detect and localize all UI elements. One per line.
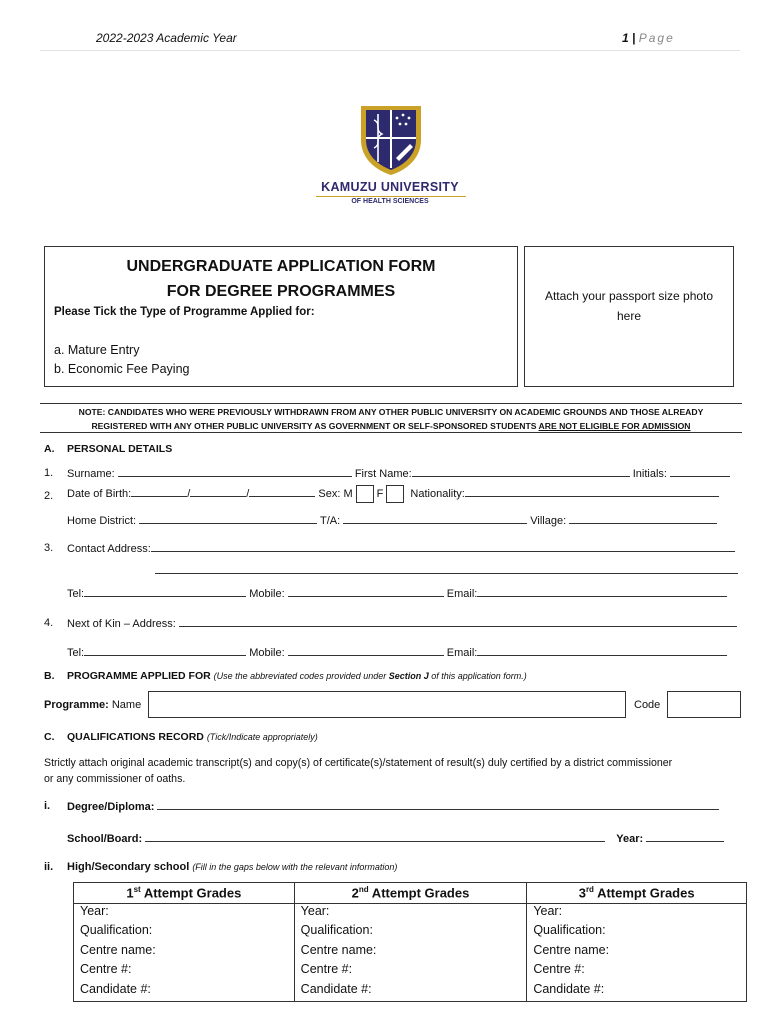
home-district-row <box>67 514 717 527</box>
home-district-field[interactable] <box>139 514 317 524</box>
grades-header-3 <box>527 883 747 904</box>
option-mature-entry[interactable]: a. Mature Entry <box>54 343 140 357</box>
attach-instruction-2: or any commissioner of oaths. <box>44 773 186 785</box>
grade-cell-2-centre-number[interactable]: Centre #: <box>294 962 527 982</box>
row-number-1: 1. <box>44 467 54 479</box>
grade-cell-3-year[interactable]: Year: <box>527 904 747 924</box>
section-b-hint-c: of this application form.) <box>428 671 527 681</box>
grade-cell-2-qualification[interactable]: Qualification: <box>294 923 527 943</box>
contact-address-field-2[interactable] <box>155 564 738 574</box>
kin-tel-label: Tel: <box>67 647 85 659</box>
header-rule <box>40 50 740 51</box>
high-school-hint: (Fill in the gaps below with the relevant information) <box>192 862 398 872</box>
first-name-field[interactable] <box>412 467 630 477</box>
academic-year: 2022-2023 Academic Year <box>96 31 237 45</box>
table-row <box>74 904 747 924</box>
roman-ii: ii. <box>44 861 54 873</box>
next-of-kin-label: Next of Kin – Address: <box>67 618 176 630</box>
nationality-field[interactable] <box>465 487 719 497</box>
sex-male-checkbox[interactable] <box>356 485 374 503</box>
high-school-label: High/Secondary school <box>67 861 190 873</box>
tel-field[interactable] <box>84 587 246 597</box>
mobile-label: Mobile: <box>249 588 285 600</box>
kin-tel-field[interactable] <box>84 646 246 656</box>
grade-cell-1-centre-name[interactable]: Centre name: <box>74 943 295 963</box>
kin-email-label: Email: <box>446 647 478 659</box>
page-separator: | <box>632 31 636 45</box>
year-field[interactable] <box>646 832 724 842</box>
grade-cell-3-candidate-number[interactable]: Candidate #: <box>527 982 747 1002</box>
attach-instruction-1: Strictly attach original academic transcript(s) and copy(s) of certificate(s)/statement of result(s) duly certified by a district commissioner <box>44 757 673 769</box>
contact-address-field[interactable] <box>151 542 735 552</box>
ta-field[interactable] <box>343 514 527 524</box>
row-number-4: 4. <box>44 617 54 629</box>
programme-code-input[interactable] <box>667 691 741 718</box>
dob-slash-2: / <box>246 487 250 500</box>
grades-header-row <box>74 883 747 904</box>
contact-address-row <box>67 542 735 555</box>
photo-instruction-line1: Attach your passport size photo <box>544 289 714 303</box>
next-of-kin-row <box>67 617 737 630</box>
grade-cell-1-centre-number[interactable]: Centre #: <box>74 962 295 982</box>
grades-header-2 <box>294 883 527 904</box>
home-district-label: Home District: <box>67 515 137 527</box>
section-b-hint-j: Section J <box>388 671 429 681</box>
first-name-label: First Name: <box>354 468 412 480</box>
grade-cell-3-qualification[interactable]: Qualification: <box>527 923 747 943</box>
village-label: Village: <box>530 515 567 527</box>
surname-field[interactable] <box>118 467 352 477</box>
note-line2 <box>40 419 742 433</box>
note-bottom-rule <box>40 432 742 433</box>
page-word: Page <box>638 31 675 45</box>
degree-label: Degree/Diploma: <box>67 801 155 813</box>
grades-header-1-sup: st <box>133 885 141 895</box>
programme-name-input[interactable] <box>148 691 626 718</box>
grades-header-1-label: Attempt Grades <box>140 885 242 901</box>
table-row <box>74 962 747 982</box>
grade-cell-3-centre-name[interactable]: Centre name: <box>527 943 747 963</box>
row-surname <box>44 467 53 479</box>
initials-label: Initials: <box>632 468 667 480</box>
school-row <box>67 832 724 845</box>
section-b-heading <box>67 670 527 682</box>
email-field[interactable] <box>477 587 727 597</box>
sex-female-label: F <box>376 487 384 500</box>
grades-header-3-num: 3 <box>578 885 586 901</box>
sex-label: Sex: M <box>318 487 353 500</box>
note-not-eligible: ARE NOT ELIGIBLE FOR ADMISSION <box>538 421 691 431</box>
grades-header-1-num: 1 <box>126 885 134 901</box>
university-subtitle: OF HEALTH SCIENCES <box>351 198 429 205</box>
grade-cell-2-centre-name[interactable]: Centre name: <box>294 943 527 963</box>
grade-cell-1-candidate-number[interactable]: Candidate #: <box>74 982 295 1002</box>
village-field[interactable] <box>569 514 717 524</box>
dob-row <box>67 485 719 503</box>
section-b-title: PROGRAMME APPLIED FOR <box>67 670 211 682</box>
email-label: Email: <box>446 588 478 600</box>
grade-cell-1-year[interactable]: Year: <box>74 904 295 924</box>
grade-cell-2-year[interactable]: Year: <box>294 904 527 924</box>
grades-header-2-num: 2 <box>351 885 359 901</box>
section-c-hint: (Tick/Indicate appropriately) <box>206 732 318 742</box>
initials-field[interactable] <box>670 467 730 477</box>
grades-table <box>73 882 747 1002</box>
grades-header-2-sup: nd <box>358 885 369 895</box>
programme-label-wrap <box>44 699 141 711</box>
surname-row <box>67 467 730 480</box>
row-number-2: 2. <box>44 490 54 502</box>
table-row <box>74 943 747 963</box>
kin-email-field[interactable] <box>477 646 727 656</box>
section-b-hint-a: (Use the abbreviated codes provided under <box>213 671 389 681</box>
degree-field[interactable] <box>157 800 719 810</box>
row-number-3-wrap <box>44 542 53 554</box>
note-line1: NOTE: CANDIDATES WHO WERE PREVIOUSLY WITHDRAWN FROM ANY OTHER PUBLIC UNIVERSITY ON ACADEMIC GROUNDS AND THOSE ALREADY <box>78 407 704 417</box>
grade-cell-2-candidate-number[interactable]: Candidate #: <box>294 982 527 1002</box>
high-school-heading <box>67 861 397 873</box>
option-economic-fee-paying[interactable]: b. Economic Fee Paying <box>54 362 190 376</box>
dob-day-field[interactable] <box>131 487 187 497</box>
page-number-value: 1 <box>622 31 629 45</box>
university-rule <box>316 196 466 197</box>
section-b-hint <box>214 671 527 681</box>
dob-month-field[interactable] <box>190 487 246 497</box>
kin-mobile-field[interactable] <box>288 646 444 656</box>
section-c-heading <box>67 731 318 743</box>
school-label: School/Board: <box>67 833 143 845</box>
grades-header-3-label: Attempt Grades <box>593 885 695 901</box>
programme-label: Programme: <box>44 699 109 711</box>
dob-label: Date of Birth: <box>67 487 132 500</box>
note-top-rule <box>40 403 742 404</box>
grades-header-1 <box>74 883 295 904</box>
school-field[interactable] <box>145 832 605 842</box>
kin-mobile-label: Mobile: <box>249 647 285 659</box>
note-line2-text: REGISTERED WITH ANY OTHER PUBLIC UNIVERSITY AS GOVERNMENT OR SELF-SPONSORED STUDENTS <box>91 421 539 431</box>
page-number <box>622 31 675 45</box>
university-name: KAMUZU UNIVERSITY <box>321 180 459 194</box>
table-row <box>74 982 747 1002</box>
row-number-2-wrap <box>44 490 53 502</box>
passport-photo-instructions <box>524 286 734 326</box>
surname-label: Surname: <box>67 468 115 480</box>
roman-i: i. <box>44 800 51 812</box>
contact-tel-row <box>67 587 727 600</box>
grade-cell-1-qualification[interactable]: Qualification: <box>74 923 295 943</box>
contact-address-label: Contact Address: <box>67 543 151 555</box>
grades-header-2-label: Attempt Grades <box>368 885 470 901</box>
form-subtitle: FOR DEGREE PROGRAMMES <box>166 283 396 300</box>
code-label: Code <box>634 699 661 711</box>
section-a-title: PERSONAL DETAILS <box>67 443 173 455</box>
section-b-letter: B. <box>44 670 55 682</box>
grade-cell-3-centre-number[interactable]: Centre #: <box>527 962 747 982</box>
ta-label: T/A: <box>319 515 341 527</box>
photo-instruction-line2: here <box>616 309 642 323</box>
dob-year-field[interactable] <box>249 487 315 497</box>
next-of-kin-field[interactable] <box>179 617 737 627</box>
contact-address-line2 <box>155 564 738 577</box>
sex-female-checkbox[interactable] <box>386 485 404 503</box>
degree-row <box>67 800 719 813</box>
section-c-letter: C. <box>44 731 55 743</box>
university-crest-icon <box>355 102 427 177</box>
row-number-4-wrap <box>44 617 53 629</box>
tel-label: Tel: <box>67 588 85 600</box>
section-c-title: QUALIFICATIONS RECORD <box>67 731 204 743</box>
dob-slash-1: / <box>187 487 191 500</box>
programme-type-label: Please Tick the Type of Programme Applied for: <box>54 306 315 318</box>
kin-tel-row <box>67 646 727 659</box>
year-label: Year: <box>616 833 644 845</box>
eligibility-note <box>40 405 742 433</box>
row-number-3: 3. <box>44 542 54 554</box>
table-row <box>74 923 747 943</box>
section-a-letter: A. <box>44 443 55 455</box>
programme-name-label: Name <box>111 699 142 711</box>
form-title: UNDERGRADUATE APPLICATION FORM <box>126 258 436 275</box>
mobile-field[interactable] <box>288 587 444 597</box>
nationality-label: Nationality: <box>410 487 465 500</box>
grades-header-3-sup: rd <box>585 885 594 895</box>
